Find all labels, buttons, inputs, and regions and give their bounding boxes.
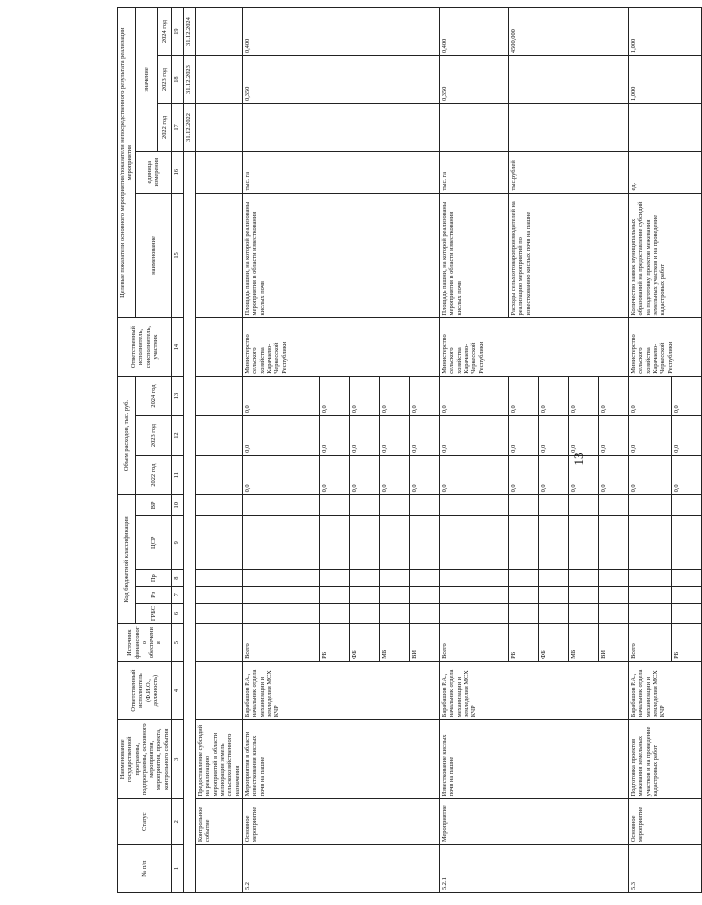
row-status: Контрольное событие: [196, 799, 243, 845]
row-num: 5.3: [629, 845, 702, 893]
row-amount: 0,0: [410, 455, 440, 495]
col-number: 10: [172, 495, 184, 516]
row-cell: [350, 516, 380, 570]
row-cell: [509, 570, 539, 587]
row-status: Мероприятие: [440, 799, 629, 845]
row-num: 5.2.1: [440, 845, 629, 893]
row-cell: [410, 570, 440, 587]
table-row: [196, 8, 243, 893]
row-source: РБ: [509, 624, 539, 661]
rotated-table-container: [117, 7, 681, 893]
row-cell: [196, 495, 243, 516]
row-cell: [599, 603, 629, 624]
ind-date-2022: 31.12.2022: [184, 104, 196, 152]
row-source: МБ: [380, 624, 410, 661]
row-cell: [380, 570, 410, 587]
row-amount: 0,0: [509, 376, 539, 416]
row-cell: [243, 516, 320, 570]
header-status: Статус: [118, 799, 172, 845]
row-cell: [410, 586, 440, 603]
row-cell: [440, 516, 509, 570]
col-number: 3: [172, 720, 184, 799]
row-cell: [629, 516, 672, 570]
row-amount: 0,0: [320, 455, 350, 495]
row-cell: [569, 570, 599, 587]
row-cell: [380, 516, 410, 570]
row-status: Основное мероприятие: [629, 799, 702, 845]
row-cell: [196, 416, 243, 456]
row-responsible: Барабашов Р.А., начальник отдела механизации и земледелия МСХ КЧР: [629, 661, 702, 719]
row-cell: [243, 495, 320, 516]
row-cell: [243, 603, 320, 624]
row-ind-name: Количество заявок муниципальных образований на предоставление субсидий на подготовку проектов межевания земельных участков и на проведение кадастровых работ: [629, 193, 702, 318]
row-source: МБ: [569, 624, 599, 661]
page-number: 13: [571, 452, 586, 466]
row-amount: 0,0: [569, 376, 599, 416]
row-cell: [380, 495, 410, 516]
plan-table: [117, 7, 702, 893]
row-cell: [380, 586, 410, 603]
row-amount: 0,0: [320, 416, 350, 456]
col-number: 1: [172, 845, 184, 893]
row-cell: [599, 570, 629, 587]
row-amount: 0,0: [509, 416, 539, 456]
row-amount: 0,0: [672, 416, 702, 456]
row-cell: [672, 570, 702, 587]
row-cell: [539, 570, 569, 587]
row-source: Всего: [440, 624, 509, 661]
row-cell: [629, 603, 672, 624]
row-cell: [509, 516, 539, 570]
row-cell: [196, 603, 243, 624]
row-amount: 0,0: [350, 376, 380, 416]
row-cell: [440, 603, 509, 624]
col-number: 7: [172, 586, 184, 603]
row-cell: [196, 8, 243, 56]
row-ind-unit: тыс. га: [243, 151, 440, 193]
row-cell: [350, 570, 380, 587]
row-cell: [350, 603, 380, 624]
header-year-2023: 2023 год: [135, 416, 171, 456]
row-amount: 0,0: [380, 376, 410, 416]
header-ind-year-2024: 2024 год: [158, 8, 172, 56]
row-source: ВИ: [410, 624, 440, 661]
row-amount: 0,0: [410, 376, 440, 416]
ind-date-2024: 31.12.2024: [184, 8, 196, 56]
row-ind2-value: [509, 56, 629, 104]
ind-date-2023: 31.12.2023: [184, 56, 196, 104]
row-cell: [320, 570, 350, 587]
header-row-1: [118, 8, 136, 893]
row-ind-unit: ед.: [629, 151, 702, 193]
row-cell: [410, 603, 440, 624]
row-source: РБ: [320, 624, 350, 661]
table-row: [243, 8, 320, 893]
row-status: Основное мероприятие: [243, 799, 440, 845]
row-cell: [672, 603, 702, 624]
header-indicators: Целевые показатели основного мероприятия/показатели непосредственного результата реализации мероприятия: [118, 8, 136, 318]
col-number: 8: [172, 570, 184, 587]
row-cell: [672, 495, 702, 516]
row-cell: [196, 56, 243, 104]
row-cell: [672, 586, 702, 603]
row-cell: [569, 495, 599, 516]
row-cell: [629, 586, 672, 603]
row-cell: [599, 495, 629, 516]
row-name: Мероприятия в области известкования кислых почв на пашне: [243, 720, 440, 799]
header-csr: ЦСР: [135, 516, 171, 570]
row-cell: [440, 570, 509, 587]
row-ind2-unit: тыс.рублей: [509, 151, 629, 193]
header-grbs: ГРБС: [135, 603, 171, 624]
row-name: Подготовка проектов межевания земельных участков и на проведение кадастровых работ: [629, 720, 702, 799]
row-cell: [410, 516, 440, 570]
row-cell: [509, 586, 539, 603]
row-name: Известкование кислых почв на пашне: [440, 720, 629, 799]
row-source: РБ: [672, 624, 702, 661]
header-ind-year-2023: 2023 год: [158, 56, 172, 104]
row-cell: [196, 586, 243, 603]
col-number: 9: [172, 516, 184, 570]
column-number-row: [172, 8, 184, 893]
header-responsible: Ответственный исполнитель (Ф.И.О., должность): [118, 661, 172, 719]
row-amount: 0,0: [380, 455, 410, 495]
row-responsible: Барабашов Р.А., начальник отдела механизации и земледелия МСХ КЧР: [440, 661, 629, 719]
row-cell: [243, 586, 320, 603]
row-name: Предоставление субсидий на реализацию мероприятий в области мелиорации земель сельскохозяйственного назначения: [196, 720, 243, 799]
row-amount: 0,0: [410, 416, 440, 456]
row-amount: 0,0: [440, 376, 509, 416]
row-cell: [196, 516, 243, 570]
header-ind-value: значение: [135, 8, 157, 152]
row-ind-value: [243, 104, 440, 152]
row-amount: 0,0: [599, 416, 629, 456]
row-ind-value: 0,400: [440, 8, 509, 56]
row-cell: [569, 516, 599, 570]
table-row: [440, 8, 509, 893]
row-cell: [440, 586, 509, 603]
row-ind-value: 0,350: [440, 56, 509, 104]
row-amount: 0,0: [672, 455, 702, 495]
col-number: 4: [172, 661, 184, 719]
row-cell: [569, 586, 599, 603]
row-cell: [320, 495, 350, 516]
row-ind-unit: тыс. га: [440, 151, 509, 193]
col-number: 12: [172, 416, 184, 456]
header-num: № п/п: [118, 845, 172, 893]
row-cell: [509, 603, 539, 624]
row-ind2-name: Расходы сельхозтоваропроизводителей на реализацию мероприятий по известкованию кислых почв на пашне: [509, 193, 629, 318]
row-source: ВИ: [599, 624, 629, 661]
row-amount: 0,0: [672, 376, 702, 416]
row-amount: 0,0: [569, 416, 599, 456]
row-cell: [440, 495, 509, 516]
header-ind-name: наименование: [135, 193, 171, 318]
row-amount: 0,0: [599, 376, 629, 416]
col-number: 18: [172, 56, 184, 104]
row-cell: [196, 661, 243, 719]
col-number: 13: [172, 376, 184, 416]
row-co-executor: Министерство сельского хозяйства Карачаево-Черкесской Республики: [243, 318, 440, 376]
row-cell: [196, 455, 243, 495]
row-cell: [196, 318, 243, 376]
row-num: [196, 845, 243, 893]
row-cell: [196, 570, 243, 587]
row-amount: 0,0: [509, 455, 539, 495]
row-cell: [569, 603, 599, 624]
row-cell: [380, 603, 410, 624]
col-number: 11: [172, 455, 184, 495]
row-amount: 0,0: [350, 455, 380, 495]
row-cell: [410, 495, 440, 516]
row-cell: [539, 603, 569, 624]
row-cell: [196, 151, 243, 193]
row-cell: [629, 570, 672, 587]
row-amount: 0,0: [539, 416, 569, 456]
date-row-spacer: [184, 151, 196, 892]
row-cell: [350, 495, 380, 516]
row-responsible: Барабашов Р.А., начальник отдела механизации и земледелия МСХ КЧР: [243, 661, 440, 719]
row-ind-value: 0,350: [243, 56, 440, 104]
row-cell: [320, 516, 350, 570]
row-amount: 0,0: [539, 376, 569, 416]
row-cell: [539, 586, 569, 603]
row-amount: 0,0: [440, 416, 509, 456]
header-pr: Пр: [135, 570, 171, 587]
header-expenses: Объем расходов, тыс. руб.: [118, 376, 136, 495]
row-ind-value: [629, 104, 702, 152]
row-amount: 0,0: [350, 416, 380, 456]
row-cell: [629, 495, 672, 516]
row-amount: 0,0: [243, 416, 320, 456]
col-number: 2: [172, 799, 184, 845]
col-number: 16: [172, 151, 184, 193]
col-number: 6: [172, 603, 184, 624]
row-cell: [539, 495, 569, 516]
row-amount: 0,0: [629, 455, 672, 495]
row-ind2-value: [509, 104, 629, 152]
header-budget-code: Код бюджетной классификации: [118, 495, 136, 624]
row-amount: 0,0: [320, 376, 350, 416]
header-co-executors: Ответственный исполнитель, соисполнитель, участник: [118, 318, 172, 376]
row-cell: [599, 586, 629, 603]
row-amount: 0,0: [380, 416, 410, 456]
row-cell: [320, 586, 350, 603]
row-ind-name: Площадь пашни, на которой реализованы мероприятия в области известкования кислых почв: [243, 193, 440, 318]
col-number: 5: [172, 624, 184, 661]
header-name: Наименование государственной программы, подпрограммы, основного мероприятия, мероприятия, проекта, контрольного события: [118, 720, 172, 799]
header-ind-year-2022: 2022 год: [158, 104, 172, 152]
row-ind-name: Площадь пашни, на которой реализованы мероприятия в области известкования кислых почв: [440, 193, 509, 318]
date-row: [184, 8, 196, 893]
row-amount: 0,0: [243, 455, 320, 495]
header-rz: Рз: [135, 586, 171, 603]
row-cell: [196, 376, 243, 416]
row-ind2-value: 4500,000: [509, 8, 629, 56]
row-ind-value: 1,000: [629, 8, 702, 56]
row-amount: 0,0: [440, 455, 509, 495]
row-num: 5.2: [243, 845, 440, 893]
row-source: Всего: [629, 624, 672, 661]
row-amount: 0,0: [629, 376, 672, 416]
row-ind-value: [440, 104, 509, 152]
row-amount: 0,0: [539, 455, 569, 495]
col-number: 14: [172, 318, 184, 376]
row-source: Всего: [243, 624, 320, 661]
col-number: 17: [172, 104, 184, 152]
row-cell: [196, 193, 243, 318]
row-amount: 0,0: [629, 416, 672, 456]
row-amount: 0,0: [243, 376, 320, 416]
row-ind-value: 0,400: [243, 8, 440, 56]
row-cell: [672, 516, 702, 570]
row-cell: [243, 570, 320, 587]
header-vr: ВР: [135, 495, 171, 516]
row-co-executor: Министерство сельского хозяйства Карачаево-Черкесской Республики: [629, 318, 702, 376]
header-ind-unit: единица измерения: [135, 151, 171, 193]
row-cell: [196, 104, 243, 152]
row-cell: [320, 603, 350, 624]
col-number: 15: [172, 193, 184, 318]
row-cell: [350, 586, 380, 603]
header-source: Источник финансового обеспечения: [118, 624, 172, 661]
row-amount: 0,0: [599, 455, 629, 495]
col-number: 19: [172, 8, 184, 56]
row-co-executor: Министерство сельского хозяйства Карачаево-Черкесской Республики: [440, 318, 629, 376]
row-cell: [539, 516, 569, 570]
row-source: ФБ: [539, 624, 569, 661]
header-year-2024: 2024 год: [135, 376, 171, 416]
row-amount: 0,0: [569, 455, 599, 495]
row-cell: [599, 516, 629, 570]
table-row: [629, 8, 672, 893]
row-ind-value: 1,000: [629, 56, 702, 104]
row-cell: [509, 495, 539, 516]
header-year-2022: 2022 год: [135, 455, 171, 495]
row-cell: [196, 624, 243, 661]
row-source: ФБ: [350, 624, 380, 661]
